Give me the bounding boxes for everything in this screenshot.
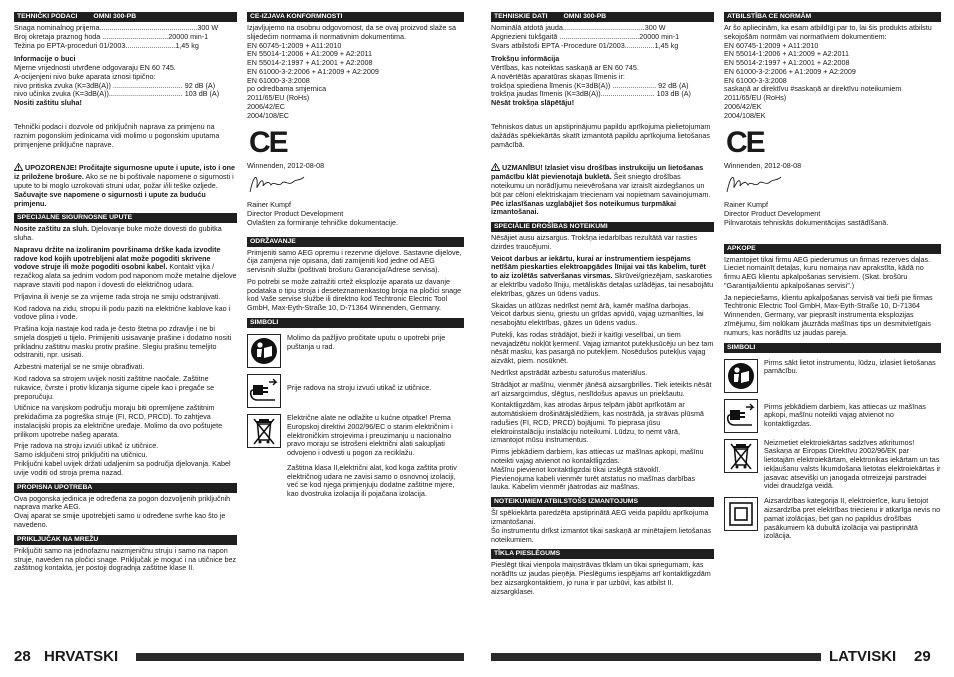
ce-declaration: Izjavljujemo na osobnu odgovornost, da se ovaj proizvod slaže sa slijedećim normama ili normativnim dokumentima. EN 60745-1:2009 + A11:2010 EN 55014-1:2006 + A1:2009 + A2:2011 EN 55014-2:1997 + A1:2001 + A2:2008 EN 61000-3-2:2006 + A1:2009 + A2:2009 EN 61000-3-3:2008 po odredbama smjernica 2011/65/EU (RoHs) 2006/42/EC 2004/108/EC	[247, 23, 456, 120]
usage-header: PROPISNA UPOTREBA	[14, 483, 237, 493]
safety-para: Napravu držite na izoliranim površinama drške kada izvodite radove kod kojih upotrebljeni alat može pogoditi skrivene vodove struje ili može pogoditi osobni kabel. Kontakt vijka / rezačkog alata sa jednim vodom pod naponom može metalne dijelove naprave staviti pod napon i dovesti do električnog udara.	[14, 244, 237, 289]
safety-para: Veicot darbus ar iekārtu, kurai ar instrumentiem iespējams netīšām pieskarties elektroapgādes līnijai vai tās kabelim, turēt to aiz izolētās satveršanas virsmas. Skrūvei/griezējam, saskaroties ar elektrību vadošo līniju, metāliskās detaļas uzlādējas, tai nesabojātu elektrības, gāzes un ūdens vadus.	[491, 253, 714, 298]
symbol-text: Aizsardzības kategorija II, elektroierīce, kuru lietojot aizsardzība pret elektrības triecienu ir atkarīga nevis no pamat izolācijas, bet gan no papildus drošības pasākumiem kā dubultā izolācija vai pastiprinātā izolācija.	[764, 496, 941, 541]
noise-info: Trokšņu informācija Vērtības, kas noteiktas saskaņā ar EN 60 745. A novērtētās aparatūras skaņas līmenis ir: trokšņa spiediena līmenis (K=3dB(A)) ...................... 92 dB (A) trokšņa jaudas līmenis (K=3dB(A))........................... 103 dB (A) Nēsāt trokšņa slāpētāju!	[491, 55, 691, 108]
safety-para: Veicot darbus sienu, griestu un grīdas apvidū, vajag uzmanīties, lai nesabojātu elektrības, gāzes un ūdens vadus.	[491, 309, 704, 328]
ce-authorization: Pilnvarotais tehniskās dokumentācijas sastādīšanā.	[724, 218, 889, 227]
safety-para: Kontaktligzdām, kas atrodas ārpus telpām jābūt aprīkotām ar automātiskiem drošinātājslēdžiem, kas nostrādā, ja strāvas plūsmā radušies (FI, RCD, PRCD) bojājumi. To pieprasa jūsu elektroinstalāciju instalāciju noteikumi. Lūdzu, to ņemt vārā, izmantojot mūsu instrumentus.	[491, 400, 704, 445]
mains-header: PRIKLJUČAK NA MREŽU	[14, 535, 237, 545]
weee-bin-icon	[724, 439, 758, 473]
left-footer-bar	[136, 653, 464, 661]
ce-header: CE-IZJAVA KONFORMNOSTI	[247, 12, 464, 22]
signature	[724, 172, 784, 196]
symbol-row	[724, 497, 941, 541]
ce-header: ATBILSTĪBA CE NORMĀM	[724, 12, 941, 22]
usage-para: Ova pogonska jedinica je određena za pogon dozvoljenih priključnih naprava marke AEG.	[14, 493, 231, 512]
symbol-text: Pirms jebkādiem darbiem, kas attiecas uz mašīnas apkopi, mašīnu noteikti vajag atvienot no kontaktligzdas.	[764, 401, 926, 429]
left-column-1	[14, 12, 237, 576]
symbol-row	[724, 359, 941, 393]
ce-place-date: Winnenden, 2012-08-08	[247, 161, 325, 170]
symbol-row	[247, 464, 464, 499]
safety-para: Utičnice na vanjskom području moraju biti opremljene zaštitnim prekidačima za pogreška struje (FI, RCD, PRCD). To zahtjeva instalacijski propis za električne uređaje. Molimo da ovo poštujete prilikom upotrebe našeg aparata.	[14, 403, 223, 439]
ce-signer-name: Rainer Kumpf	[247, 201, 291, 210]
tech-specs: Nominālā atdotā jauda.........................................300 W Apgriezieni tukšgaitā ........................................20000 min-1 Svars atbilstoši EPTA -Procedure 01/2003...............1,45 kg	[491, 24, 680, 50]
warning-icon	[491, 163, 500, 171]
safety-para: Pievienojuma kabeli vienmēr turēt atstatus no mašīnas darbības lauka. Kabelim vienmēr jāatrodas aiz mašīnas.	[491, 473, 696, 492]
symbols-header: SIMBOLI	[247, 318, 464, 328]
symbol-text: Neizmetiet elektroiekārtas sadzīves atkritumos! Saskaņa ar Eiropas Direktīvu 2002/96/EK par lietotajām elektroiekārtam, elektronikas iekārtam un tas iekļaušanu valsts likumdošana lietotas elektroiekārtas ir jasavac atsevišķi un janogada otrreizejai parstradei videi draudzīga veidā.	[764, 437, 941, 491]
mains-text: Pieslēgt tikai vienpola maiņstrāvas tīklam un tikai spriegumam, kas norādīts uz jaudas pieņēja. Pieslēgums iespējams arī kontaktligzdām bez aizsargkontaktiem, jo runa ir par uzbūvi, kas atbilst II. aizsargklasei.	[491, 560, 711, 596]
tech-specs: Snaga nominalnog prijema.................................................300 W Broj okretaja praznog hoda .................................20000 min-1 Težina po EPTA-proceduri 01/2003.........................1,45 kg	[14, 24, 219, 50]
symbol-row	[724, 399, 941, 433]
maintenance-header: ODRŽAVANJE	[247, 237, 464, 247]
symbols-header: SIMBOLI	[724, 343, 941, 353]
right-footer-bar	[491, 653, 821, 661]
safety-para: Putekļi, kas rodas strādājot, bieži ir kaitīgi veselībai, un tiem nevajadzētu nokļūt ķermenī. Vajag izmantot putekļusūcēju un bez tam nēsāt masku, kas pasargā no putekļiem. Nosēdušos putekļus vajag aizvākt, piem. nosūknēt.	[491, 329, 714, 366]
usage-para: Ovaj aparat se smije upotrebjeti samo u određene svrhe kao što je navedeno.	[14, 511, 226, 529]
ce-signer-title: Director Product Development	[247, 209, 344, 218]
ce-mark: CE	[249, 125, 287, 159]
usage-para: Šo instrumentu drīkst izmantot tikai saskaņā ar minētajiem lietošanas noteikumiem.	[491, 525, 712, 544]
left-column-2	[247, 12, 464, 505]
usage-header: NOTEIKUMIEM ATBILSTOŠS IZMANTOJUMS	[491, 497, 714, 507]
left-page-number: 28	[14, 648, 31, 665]
warning-icon	[14, 163, 23, 171]
symbol-text: Električne alate ne odlažite u kućne otpatke! Prema Europskoj direktivi 2002/96/EC o starim električnim i elektroničkim strojevima i preuzimanju u nacionalno pravo moraju se istrošeni električni alati sakupljati odvojeno i odvesti u pogon za reciklažu.	[287, 412, 453, 458]
ce-place-date: Winnenden, 2012-08-08	[724, 161, 802, 170]
right-column-2	[724, 12, 941, 547]
ce-signer-name: Rainer Kumpf	[724, 201, 768, 210]
class-ii-double-square-icon	[724, 497, 758, 531]
tech-data-header: TEHNIČKI PODACI OMNI 300-PB	[14, 12, 237, 22]
right-page-language: LATVISKI	[829, 648, 897, 665]
safety-para: Nosite zaštitu za sluh. Djelovanje buke može dovesti do gubitka sluha.	[14, 224, 222, 243]
safety-para: Pirms jebkādiem darbiem, kas attiecas uz mašīnas apkopi, mašīnu noteikti vajag atvienot no kontaktligzdas.	[491, 447, 704, 466]
safety-para: Samo isključeni stroj priključiti na utičnicu.	[14, 450, 148, 460]
safety-header: SPECIĀLIE DROŠĪBAS NOTEIKUMI	[491, 222, 714, 232]
ce-authorization: Ovlašten za formiranje tehničke dokumentacije.	[247, 218, 399, 227]
safety-para: Mašīnu pievienot kontaktligzdai tikai izslēgtā stāvoklī.	[491, 464, 661, 474]
safety-para: Nēsājiet ausu aizsargus. Trokšņa iedarbības rezultātā var rasties dzirdes traucējumi.	[491, 233, 698, 251]
symbol-row	[247, 414, 464, 458]
maintenance-para: Primjeniti samo AEG opremu i rezervne dijelove. Sastavne dijelove, čija zamjena nije opisana, dati zamijeniti kod jedne od AEG servisnih službi (poštivati brošuru Garancija/Adrese servisa).	[247, 247, 462, 275]
maintenance-para: Ja nepieciešams, klientu apkalpošanas servisā vai tieši pie firmas Techtronic Electric Tool GmbH, Max-Eyth-Straße 10, D-71364 Winnenden, Germany, var pieprasīt instrumenta eksplozijas zīmējumu, šim nolūkam jāuzrāda mašīnas tips un desmitvietīgais numurs, kas norādīts uz jaudas pareja.	[724, 292, 933, 337]
symbol-text: Pirms sākt lietot instrumentu, lūdzu, izlasiet lietošanas pamācību.	[764, 357, 936, 376]
tech-note: Tehnički podaci i dozvole od priključnih naprava za primjenu na raznim pogonskim jedinicama vidi molimo u pogonskim uputama primjenjene priključne naprave.	[14, 122, 220, 149]
maintenance-header: APKOPE	[724, 244, 941, 254]
safety-para: Kod radova na zidu, stropu ili podu paziti na električne kablove kao i vodove plina i vode.	[14, 303, 231, 322]
read-manual-icon	[247, 334, 281, 368]
maintenance-para: Po potrebi se može zatražiti crtež eksplozije aparata uz davanje podataka o tipu stroja i deseteznamenkastog broja na pločici snage kod Vaše servise službe ili direktno kod Techtronic Electric Tool GmbH, Max-Eyth-Straße 10, D-71364 Winnenden, Germany.	[247, 276, 462, 313]
usage-para: Šī spēkiekārta paredzēta apstiprinātā AEG veida papildu aprīkojuma izmantošanai.	[491, 508, 709, 526]
symbol-text: Prije radova na stroju izvući utikač iz utičnice.	[287, 382, 432, 392]
safety-para: Prašina koja nastaje kod rada je često štetna po zdravlje i ne bi smjela dospjeti u tijelo. Primijeniti usisavanje prašine i dodatno nositi prikladnu zaštitnu masku protiv prašine. Slegiu prašinu temeljito odstraniti, npr. usisati.	[14, 324, 232, 360]
maintenance-para: Izmantojiet tikai firmu AEG piederumus un firmas rezerves daļas. Lieciet nomainīt detaļas, kuru nomaiņa nav aprakstīta, kādā no firmu AEG klientu apkalpošanas servisiem. (Skat. brošūru "Garantija/klientu apkalpošanas servisi".)	[724, 254, 931, 290]
mains-header: TĪKLA PIESLĒGUMS	[491, 549, 714, 559]
symbol-row	[724, 439, 941, 492]
safety-para: Skaidas un atlūzas nedrīkst ņemt ārā, kamēr mašīna darbojas.	[491, 300, 691, 310]
safety-header: SPECIJALNE SIGURNOSNE UPUTE	[14, 213, 237, 223]
mains-text: Priključiti samo na jednofaznu naizmjeničnu struju i samo na napon struje, naveden na pločici snage. Priključak je moguć i na utičnice bez zaštitnog kontakta, jer postoji dogradnja zaštitne klase II.	[14, 545, 237, 573]
safety-para: Nedrīkst apstrādāt azbestu saturošus materiālus.	[491, 368, 648, 377]
right-column-1	[491, 12, 714, 599]
safety-para: Prljavina ili ivenje se za vrijeme rada stroja ne smiju odstranjivati.	[14, 291, 221, 301]
noise-info: Informacije o buci Mjerne vrijednosti utvrđene odgovaraju EN 60 745. A-ocijenjeni nivo buke aparata iznosi tipično: nivo pritiska zvuka (K=3dB(A)) ................................... 92 dB (A) nivo učinka zvuka (K=3dB(A))..................................... 103 dB (A) Nositi zaštitu sluha!	[14, 55, 220, 108]
ce-mark: CE	[726, 125, 764, 159]
tech-note: Tehniskos datus un apstiprinājumu papildu aprīkojuma pielietojumam dažādās spēkiekārtās skatīt izmantotā papildu aprīkojuma lietošanas pamācībā.	[491, 122, 711, 149]
warning-text: UPOZORENJE! Pročitajte sigurnosne upute i upute, isto i one iz priložene brošure. Ako se ne bi poštivale napomene o sigurnosti i upute to bi moglo uzrokovati struni udar, požar i/ili teške ozljede. Sačuvajte sve napomene o sigurnosti i upute za buduću primjenu.	[14, 163, 236, 208]
symbol-row	[247, 334, 464, 368]
left-page-language: HRVATSKI	[44, 648, 119, 665]
ce-declaration: Ar šo apliecinām, ka esam atbildīgi par to, lai šis produkts atbilstu sekojošām normām vai normatīviem dokumentiem: EN 60745-1:2009 + A11:2010 EN 55014-1:2006 + A1:2009 + A2:2011 EN 55014-2:1997 + A1:2001 + A2:2008 EN 61000-3-2:2006 + A1:2009 + A2:2009 EN 61000-3-3:2008 saskaņā ar direktīvu #saskaņā ar direktīvu noteikumiem 2011/65/EU (RoHs) 2006/42/EK 2004/108/EK	[724, 23, 932, 120]
safety-para: Kod radova sa strojem uvijek nositi zaštitne naočale. Zaštitne rukavice, čvrste i protiv klizanja sigurne cipele kao i pregače se preporučuju.	[14, 374, 215, 401]
symbol-row	[247, 374, 464, 408]
signature	[247, 172, 307, 196]
weee-bin-icon	[247, 414, 281, 448]
safety-para: Priključni kabel uvijek držati udaljenim sa područja djelovanja. Kabel uvije voditi od stroja prema nazad.	[14, 459, 231, 477]
symbol-text: Molimo da pažljivo pročitate uputu o upotrebi prije puštanja u rad.	[287, 332, 446, 351]
safety-para: Strādājot ar mašīnu, vienmēr jānēsā aizsargbrilles. Tiek ieteikts nēsāt arī aizsargcimdus, slēgtus, neslīdošus apavus un priekšautu.	[491, 379, 712, 398]
safety-para: Prije radova na stroju izvući utikač iz utičnice.	[14, 441, 159, 451]
ce-signer-title: Director Product Development	[724, 209, 821, 218]
unplug-icon	[724, 399, 758, 433]
tech-data-header: TEHNISKIE DATI OMNI 300-PB	[491, 12, 714, 22]
read-manual-icon	[724, 359, 758, 393]
symbol-text: Zaštitna klasa II,električni alat, kod koga zaštita protiv električnog udara ne zavisi samo o osnovnoj izolaciji, već se kod njega primjenjuju dodatne zaštitne mjere, kao dvostruka izolacija ili pojačana izolacija.	[287, 462, 457, 499]
safety-para: Azbestni materijal se ne smije obrađivati.	[14, 362, 145, 372]
unplug-icon	[247, 374, 281, 408]
right-page-number: 29	[914, 648, 931, 665]
warning-text: UZMANĪBU! Izlasiet visu drošības instrukciju un lietošanas pamācību klāt pievienotajā bukletā. Šeit sniegto drošības noteikumu un norādījumu neievērošana var izraisīt aizdegšanos un būt par cēloni elektriskajam triecienam vai nopietnam savainojumam. Pēc izlasīšanas uzglabājiet šos noteikumus turpmākai izmantošanai.	[491, 163, 711, 217]
